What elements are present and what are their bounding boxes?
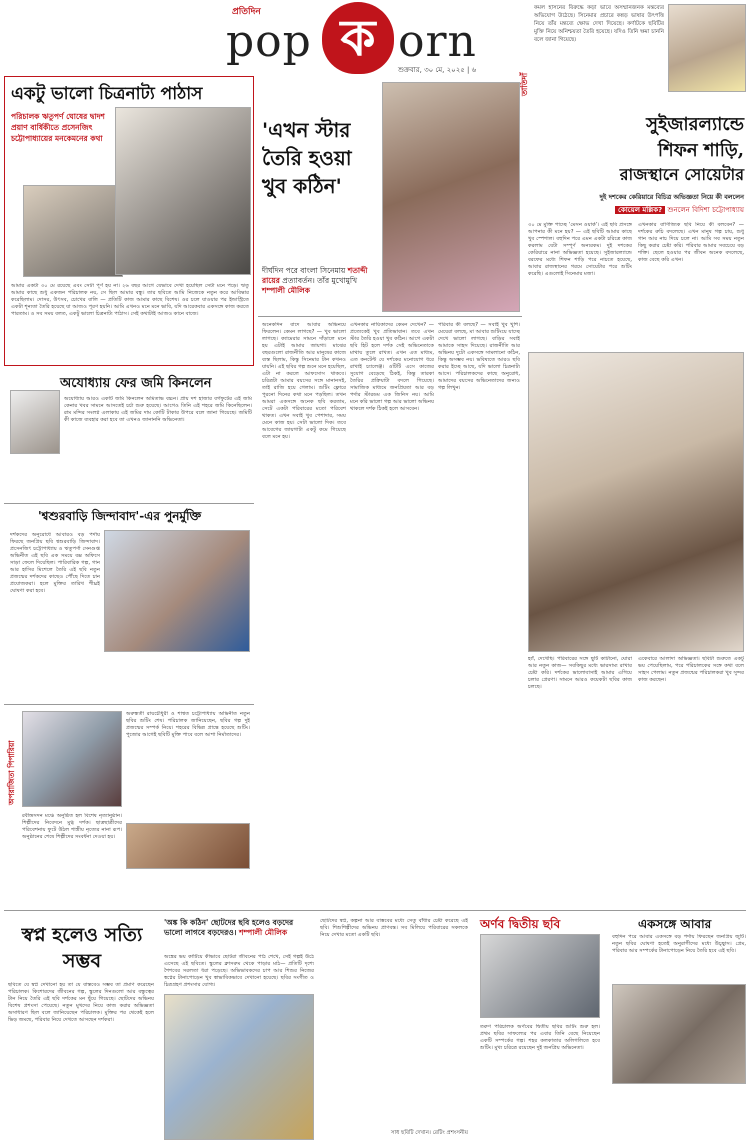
brand-logo-mark: [322, 2, 394, 74]
interview-sub-author: শম্পালী মৌলিক: [262, 286, 310, 295]
interview-sub-b: প্রত্যাবর্তন। তাঁর মুখোমুখি: [279, 276, 357, 285]
story2-body: অযোধ্যায় আরও একটি জমি কিনলেন অমিতাভ বচ্চন। প্রায় দশ হাজার বর্গফুটের এই জমি কেনার খবর সামনে আসতেই চর্চা শুরু হয়েছে। আগেও তিনি এই শহরে জমি কিনেছিলেন। রাম মন্দির সংলগ্ন এলাকায় এই জমির দাম কোটি টাকার উপরে বলে জানা গিয়েছে। জমিটি কী কাজে ব্যবহার করা হবে তা এখনও জানাননি অভিনেতা।: [64, 396, 252, 423]
top-right-teaser: কমল হাসনের বিরুদ্ধে কড়া ভাবে অসম্মানজনক মন্তব্যের অভিযোগ উঠেছে। সিনেমার প্রচারে কন্নড় ভাষার উৎপত্তি নিয়ে তাঁর মন্তব্যে ক্ষোভ দেখা দিয়েছে। কর্ণাটকে ছবিটির মুক্তি নিয়ে অনিশ্চয়তা তৈরি হয়েছে। যদিও তিনি ক্ষমা চাননি বলে জানা গিয়েছে।: [534, 5, 664, 43]
right-photo: [528, 352, 744, 652]
bottom-r2-heading: একসঙ্গে আবার: [638, 917, 712, 931]
interview-col3: পরিবার কী বলছে? — সবাই খুব খুশি। মেয়েরা বলছে, মা আবার শুটিংয়ে যাচ্ছে দেখে ভালো লাগছে। বাড়ির সবাই আমাকে সাহস দিয়েছে। রাজনীতি আর অভিনয় দুটো একসঙ্গে সামলানো কঠিন, কিন্তু অসম্ভব নয়। ভবিষ্যতে আরও ছবি করার ইচ্ছে আছে, যদি ভালো চিত্রনাট্য আসে। পরিচালকদের কাছে অনুরোধ, আমাদের বয়সের অভিনেতাদের জন্যও গল্প লিখুন।: [438, 322, 520, 391]
story3-box: [4, 506, 254, 702]
bottom-r2-photo: [612, 984, 746, 1084]
right-sub-line2: [530, 204, 744, 216]
story1-photo-main: [23, 185, 123, 277]
bottom-r1-box: [476, 914, 604, 1144]
story2-photo: [10, 390, 60, 454]
right-heading-line1: সুইজারল্যান্ডে: [646, 114, 744, 135]
story4-box: [4, 704, 254, 904]
story1-heading: একটু ভালো চিত্রনাট্য পাঠাস: [11, 84, 203, 104]
teaser-portrait: [668, 4, 746, 92]
vertical-section-label: তাতিদাঁ: [520, 72, 529, 96]
interview-col1: অনেকদিন বাদে আবার অভিনয়ে ফিরলেন। কেমন লাগছে? — খুব ভালো লাগছে। ক্যামেরার সামনে দাঁড়ালে মনে হয় এটাই আমার জায়গা। মাঝের বছরগুলো রাজনীতি আর মানুষের কাজে ব্যস্ত ছিলাম, কিন্তু সিনেমার টান কখনও যায়নি। এই ছবির গল্প শুনে মনে হয়েছিল, এটা না করলে আফসোস থাকবে। চরিত্রটা আমার বয়সের সঙ্গে মানানসই, তাই রাজি হয়ে গেলাম। শুটিং ফ্লোরে পুরনো দিনের কথা মনে পড়ছিল। তখন আমরা একসঙ্গে অনেক ছবি করতাম, সেটে একটা পরিবারের মতো পরিবেশ থাকত। এখন সবাই খুব পেশাদার, সময় মেনে কাজ হয়। সেটা ভালো দিক। তবে আবেগের জায়গাটা একটু কমে গিয়েছে বলে মনে হয়।: [262, 322, 346, 440]
bottom-r1-body: তরুণ পরিচালক অর্ণবের দ্বিতীয় ছবির শুটিং শুরু হল। প্রথম ছবির সাফল্যের পর এবার তিনি বেছে নিয়েছেন একটি সম্পর্কের গল্প। শহর কলকাতার অলিগলিতে হবে শুটিং। মুখ্য চরিত্রে রয়েছেন দুই জনপ্রিয় অভিনেতা।: [480, 1024, 600, 1051]
bottom-mid-photo: [164, 994, 314, 1140]
story1-photo-side: [115, 107, 251, 275]
bottom-mid-body2: ছোটদের স্বপ্ন, কল্পনা আর বাস্তবের মধ্যে সেতু বাঁধার চেষ্টা করেছে এই ছবি। শিশুশিল্পীদের অভিনয় প্রাণবন্ত। সব মিলিয়ে পরিবারের সকলকে নিয়ে দেখার মতো একটি ছবি।: [320, 918, 468, 938]
bottom-mid-box: [160, 914, 472, 1144]
story2-box: [4, 372, 254, 502]
right-heading-line3: রাজস্থানে সোয়েটার: [619, 165, 744, 184]
bottom-r1-heading: অর্ণব দ্বিতীয় ছবি: [480, 917, 561, 931]
story3-photo: [104, 530, 250, 652]
interview-sub-a: দীর্ঘদিন পরে বাংলা সিনেমায়: [262, 266, 348, 275]
story4-dance-photo: [126, 823, 250, 869]
story4-body2: রবীন্দ্রসদন মঞ্চে অনুষ্ঠিত হল বিশেষ নৃত্যানুষ্ঠান। শিল্পীদের নিবেদনে মুগ্ধ দর্শক। ছাত্রছাত্রীদের পরিবেশনায় ফুটে উঠল শাস্ত্রীয় নৃত্যের নানা রূপ। অনুষ্ঠানের শেষে শিল্পীদের সংবর্ধনা দেওয়া হয়।: [22, 813, 122, 840]
right-heading-line2: শিফন শাড়ি,: [657, 140, 744, 161]
right-sub: দুই দশকের কেরিয়ারে বিচিত্র অভিজ্ঞতা নিয়ে কী বললেন: [599, 193, 744, 201]
right-col4: একেবারে আলাদা অভিজ্ঞতা। ছবিটা শুরুতে একটু ভয় পেয়েছিলাম, পরে পরিচালকের সঙ্গে কথা বলে সাহস পেলাম। নতুন প্রজন্মের পরিচালকরা খুব সুন্দর কাজ করছেন।: [638, 656, 744, 683]
story1-body: আমার একটা ৩০ মে রয়েছে এবং সেটা পূর্ণ হয় না। ২৬ বছর আগে যেভাবে দেখা হয়েছিল সেটা মনে পড়ে। ঋতু আমার কাছে শুধু একজন পরিচালক নয়, সে ছিল আমার বন্ধু। তার ছবিতে আমি নিজেকে নতুন করে আবিষ্কার করেছিলাম। দোসর, উৎসব, চোখের বালি — প্রতিটি কাজ আমার কাছে বিশেষ। ওর চলে যাওয়ার পর ইন্ডাস্ট্রিতে একটা শূন্যতা তৈরি হয়েছে যা আজও পূরণ হয়নি। আমি এখনও মনে মনে ভাবি, যদি আরেকবার একসঙ্গে কাজ করতে পারতাম। ও সব সময় বলত, একটু ভালো চিত্রনাট্য পাঠাস। সেই কথাটাই আজও কানে বাজে।: [11, 283, 249, 317]
right-col1: ৩০ মে মুক্তি পাচ্ছে ‘মেসন ওয়ার্ক’। এই ছবি প্রসঙ্গে আপনার কী মনে হয়? — এই ছবিটি আমার কাছে খুব স্পেশাল। বহুদিন পরে এমন একটা চরিত্রে কাজ করলাম যেটা সম্পূর্ণ অন্যরকম। দুই দশকের কেরিয়ারে নানা অভিজ্ঞতা হয়েছে। সুইজারল্যান্ডে বরফের মধ্যে শিফন শাড়ি পরে নাচতে হয়েছে, আবার রাজস্থানের গরমে সোয়েটার পরে শুটিং করেছি। এগুলোই সিনেমার মজা।: [528, 222, 632, 277]
right-story-box: [526, 100, 748, 904]
story1-intro: পরিচালক ঋতুপর্ণ ঘোষের দ্বাদশ প্রয়াণ বার্ষিকীতে প্রসেনজিৎ চট্টোপাধ্যায়ের মনকেমনের কথা: [11, 112, 105, 143]
story4-photo: [22, 711, 122, 807]
bottom-left-heading: স্বপ্ন হলেও সত্যি সম্ভব: [21, 924, 143, 972]
brand-small: প্রতিদিন: [232, 7, 261, 17]
bottom-r1-photo: [480, 934, 600, 1018]
interview-box: [258, 76, 522, 906]
interview-heading: 'এখন স্টার তৈরি হওয়া খুব কঠিন': [262, 118, 352, 198]
interview-sub-name: শতাব্দী রায়ের: [262, 266, 368, 285]
bottom-mid-author: শম্পালী মৌলিক: [239, 928, 288, 937]
bottom-mid-footer: সাধ ছবিটি দেখান। রেটিং প্রশংসনীয়: [390, 1130, 468, 1136]
right-sub-author: শুনলেন বিদিশা চট্টোপাধ্যায়: [667, 206, 744, 214]
brand-right: orn: [398, 16, 477, 67]
interview-subtitle: [262, 266, 382, 296]
bottom-r2-box: [608, 914, 748, 1144]
story2-heading: অযোধ্যায় ফের জমি কিনলেন: [60, 376, 212, 391]
brand-left: pop: [226, 16, 312, 67]
bottom-mid-heading: [164, 918, 314, 938]
story4-side-label: অপরাজিতা পিপারিয়া: [7, 740, 16, 805]
brand-mid: ক: [340, 8, 376, 67]
bottom-mid-body: অঙ্কের ভয় কাটিয়ে কীভাবে ছোটরা জীবনের পাঠ শেখে, সেই গল্পই উঠে এসেছে এই ছবিতে। স্কুলের ক্লাসরুম থেকে পাড়ার মাঠ— প্রতিটি দৃশ্যে শৈশবের সরলতা ধরা পড়েছে। অভিভাবকদের চাপ আর শিশুর নিজের স্বপ্নের টানাপোড়েন খুব স্বাভাবিকভাবে দেখানো হয়েছে। ছবির সংগীত ও চিত্রগ্রহণ প্রশংসার যোগ্য।: [164, 954, 314, 988]
story4-body: অরুন্ধতী রায়চৌধুরী ও শাশ্বত চট্টোপাধ্যায় অভিনীত নতুন ছবির শুটিং শেষ। পরিচালক জানিয়েছেন, ছবির গল্প দুই প্রজন্মের সম্পর্ক নিয়ে। শহরের বিভিন্ন প্রান্তে হয়েছে শুটিং। পুজোর আগেই ছবিটি মুক্তি পাবে বলে আশা নির্মাতাদের।: [126, 711, 250, 738]
story1-box: [4, 76, 254, 366]
story3-heading: 'শ্বশুরবাড়ি জিন্দাবাদ'-এর পুনর্মুক্তি: [38, 509, 202, 523]
divider: [4, 503, 254, 504]
right-col3: হ্যাঁ, দেখেছি। পরিবারের সঙ্গে ছুটি কাটানো, ঘোরা আর নতুন কাজ— সবকিছুর মধ্যে ভারসাম্য রাখার চেষ্টা করি। দর্শকের ভালোবাসাই আমার এগিয়ে চলার প্রেরণা। সামনে আরও কয়েকটা ছবির কাজ চলছে।: [528, 656, 632, 690]
bottom-divider: [4, 910, 746, 911]
right-sub-name: কোয়েল মল্লিক?: [615, 206, 665, 214]
divider: [258, 316, 522, 317]
bottom-left-box: [4, 914, 156, 1144]
bottom-mid-heading-text: 'অঙ্ক কি কঠিন' ছোটদের ছবি হলেও বড়দের ভালো লাগবে বড়দেরও।: [164, 918, 294, 937]
masthead-date: শুক্রবার, ৩০ মে, ২০২৫ | ৬: [398, 66, 477, 74]
interview-portrait: [382, 82, 520, 312]
bottom-r2-body: বহুদিন পরে আবার একসঙ্গে বড় পর্দায় ফিরছেন জনপ্রিয় জুটি। নতুন ছবির ঘোষণা হতেই অনুরাগীদের মধ্যে উচ্ছ্বাস। প্রেম, পরিবার আর সম্পর্কের টানাপোড়েন নিয়ে তৈরি হবে এই ছবি।: [612, 934, 746, 954]
right-col2: এখনকার বাণিজ্যিক ছবি নিয়ে কী বলবেন? — দর্শকের রুচি বদলেছে। এখন মানুষ গল্প চায়, শুধু গান আর নাচ দিয়ে চলে না। আমি সব সময় নতুন কিছু করার চেষ্টা করি। পরিবার আমার সবচেয়ে বড় শক্তি। ছেলে হওয়ার পর জীবন অনেক বদলেছে, কাজ বেছে করি এখন।: [638, 222, 744, 263]
bottom-left-body: ছবিতে যে স্বপ্ন দেখানো হয় তা যে বাস্তবেও সম্ভব তা প্রমাণ করেছেন পরিচালক। কিশোরদের জীবনের গল্প, স্কুলের দিনগুলো আর বন্ধুত্বের টান নিয়ে তৈরি এই ছবি দর্শকের মন ছুঁয়ে গিয়েছে। ছোটদের অভিনয় বিশেষ প্রশংসা পেয়েছে। নতুন মুখদের নিয়ে কাজ করার অভিজ্ঞতা অসাধারণ ছিল বলে জানিয়েছেন পরিচালক। মুক্তির পর থেকেই হলে ভিড় জমছে, পরিবার নিয়ে দেখতে আসছেন দর্শকরা।: [8, 982, 154, 1023]
interview-col2: এখনকার নায়িকাদের কেমন দেখেন? — প্রত্যেকেই খুব প্রতিভাবান। তবে এখন স্টার তৈরি হওয়া খুব কঠিন। আগে একটা ছবি হিট হলে দর্শক সেই অভিনেতাকে মাথায় তুলে রাখত। এখন এত মাধ্যম, এত কনটেন্ট যে দর্শকের মনোযোগ ধরে রাখাই চ্যালেঞ্জ। ওটিটি এসে কাজের সুযোগ বেড়েছে ঠিকই, কিন্তু তারকা তৈরির প্রক্রিয়াটা বদলে গিয়েছে। সামাজিক মাধ্যমে জনপ্রিয়তা আর বড় পর্দার স্টারডম এক জিনিস নয়। আমি মনে করি ভালো গল্প আর ভালো অভিনয় থাকলে দর্শক ঠিকই হলে আসবেন।: [350, 322, 434, 412]
story3-body: দর্শকদের অনুরোধে আবারও বড় পর্দায় ফিরছে জনপ্রিয় ছবি শ্বশুরবাড়ি জিন্দাবাদ। প্রসেনজিৎ চট্টোপাধ্যায় ও ঋতুপর্ণা সেনগুপ্ত অভিনীত এই ছবি এক সময়ে বক্স অফিসে সাড়া ফেলে দিয়েছিল। পারিবারিক গল্প, গান আর হাসির মিশেলে তৈরি এই ছবি নতুন প্রজন্মের দর্শকদের কাছেও পৌঁছে দিতে চান প্রযোজকরা। হলে মুক্তির তারিখ শীঘ্রই ঘোষণা করা হবে।: [10, 532, 100, 594]
